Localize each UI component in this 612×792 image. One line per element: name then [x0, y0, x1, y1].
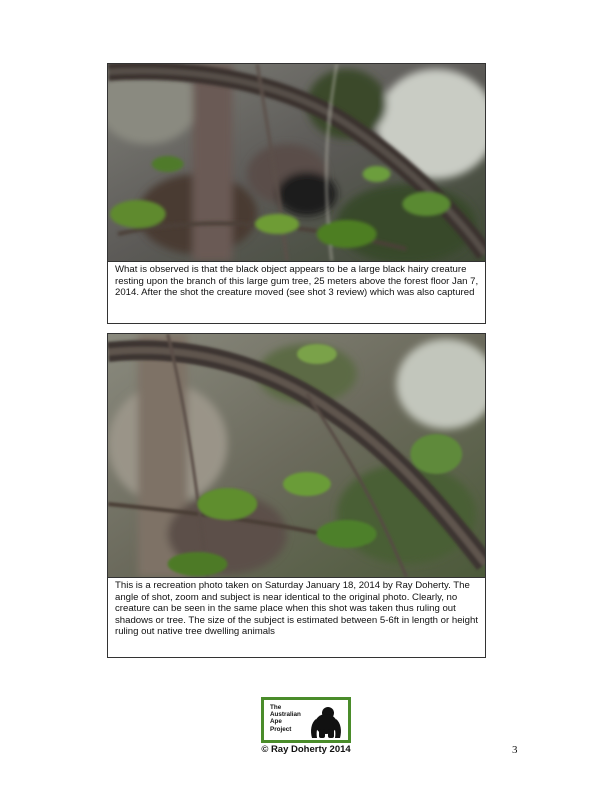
figure-caption: This is a recreation photo taken on Saturday January 18, 2014 by Ray Doherty. The angle of shot, zoom and subject is near identical to the original photo. Clearly, no creature can be seen in the same place when this shot was taken thus ruling out shadows or tree. The size of the subject is estimated between 5-6ft in length or height ruling out native tree dwelling animals: [108, 577, 485, 657]
page-number: 3: [512, 744, 518, 756]
photo-forest-creature: [108, 64, 485, 261]
gorilla-icon: [308, 705, 344, 739]
photo-recreation: [108, 334, 485, 577]
figure-2: [107, 333, 486, 658]
figure-1: [107, 63, 486, 324]
figure-caption: What is observed is that the black object appears to be a large black hairy creature resting upon the branch of this large gum tree, 25 meters above the forest floor Jan 7, 2014. After the shot the creature moved (see shot 3 review) which was also captured: [108, 261, 485, 324]
logo-text: The Australian Ape Project: [270, 704, 301, 733]
copyright-notice: © Ray Doherty 2014: [261, 744, 351, 755]
australian-ape-project-logo: [261, 697, 351, 743]
